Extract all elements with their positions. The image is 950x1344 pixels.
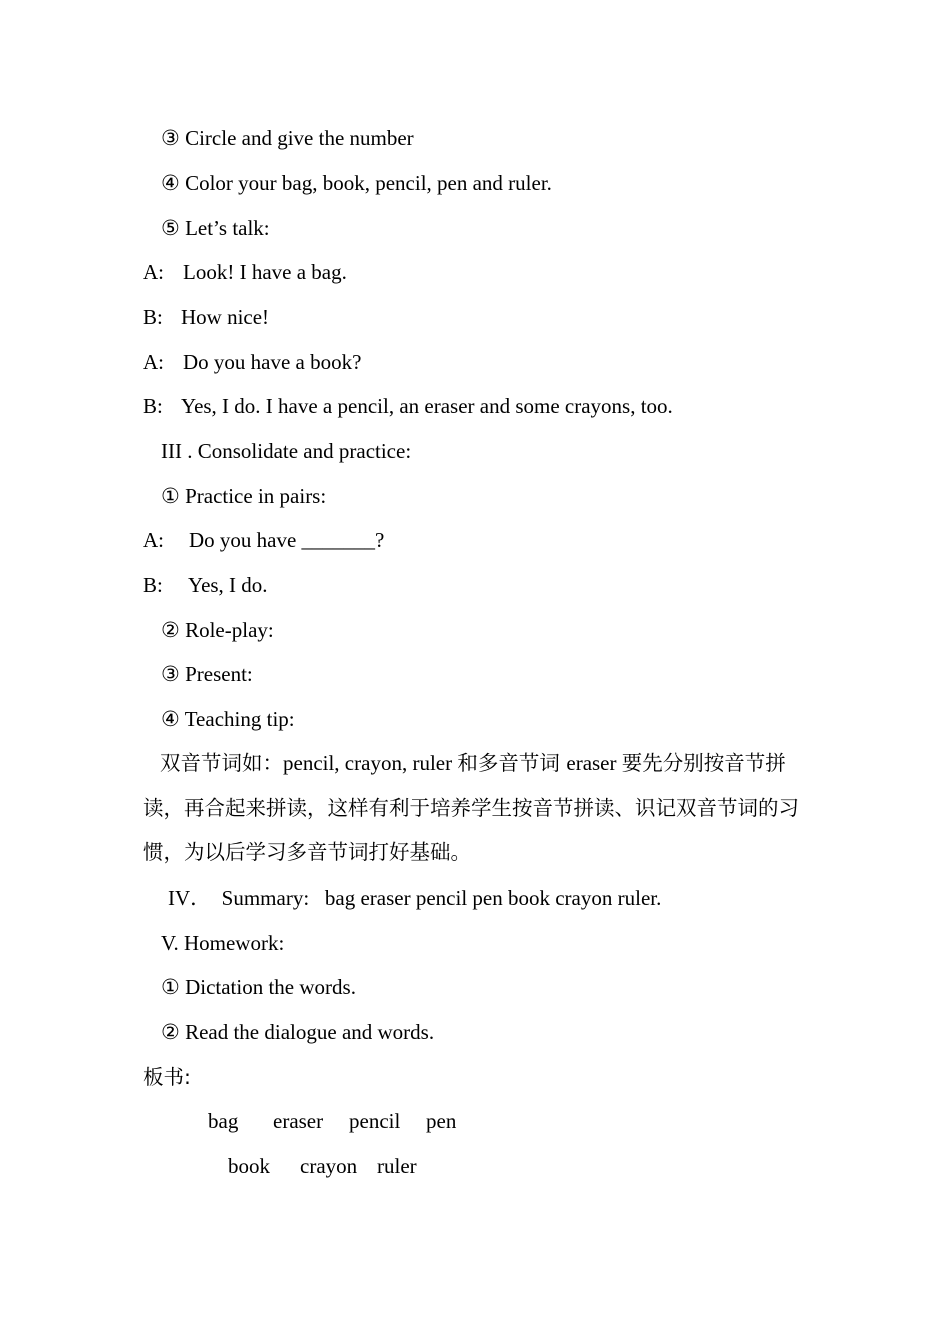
board-word: ruler bbox=[377, 1154, 417, 1178]
dialogue-line: How nice! bbox=[181, 305, 270, 329]
tip-cjk-1: 双音节词如： bbox=[160, 751, 283, 775]
tip-en-2: eraser bbox=[566, 751, 622, 775]
tip-cjk-3: 要先分别按音节拼读，再合起来拼读，这样有利于培养学生按音节拼读、识记双音节词的习惯，为以后学习多音节词打好基础。 bbox=[143, 751, 799, 865]
dialogue-line: Look! I have a bag. bbox=[183, 260, 347, 284]
board-word: book bbox=[228, 1154, 270, 1178]
pair-speaker: A: bbox=[143, 528, 164, 552]
dialogue-speaker: B: bbox=[143, 305, 163, 329]
homework-item: ② Read the dialogue and words. bbox=[161, 1020, 435, 1044]
board-word: eraser bbox=[273, 1109, 324, 1133]
pair-speaker: B: bbox=[143, 573, 163, 597]
role-play: ② Role-play: bbox=[161, 618, 274, 642]
section-consolidate-title: III . Consolidate and practice: bbox=[161, 439, 412, 463]
board-word: bag bbox=[208, 1109, 239, 1133]
dialogue-speaker: A: bbox=[143, 350, 164, 374]
step-circle-number: ③ Circle and give the number bbox=[161, 126, 414, 150]
pair-line: Yes, I do. bbox=[188, 573, 268, 597]
summary: IV． Summary: bag eraser pencil pen book crayon ruler. bbox=[168, 886, 662, 910]
homework-title: V. Homework: bbox=[161, 931, 285, 955]
teaching-tip-heading: ④ Teaching tip: bbox=[161, 707, 295, 731]
board-word: pen bbox=[426, 1109, 457, 1133]
tip-en-1: pencil, crayon, ruler bbox=[283, 751, 458, 775]
dialogue-speaker: A: bbox=[143, 260, 164, 284]
board-label: 板书: bbox=[143, 1065, 191, 1089]
practice-pairs: ① Practice in pairs: bbox=[161, 484, 327, 508]
tip-cjk-2: 和多音节词 bbox=[457, 751, 567, 775]
pair-line: Do you have _______? bbox=[189, 528, 385, 552]
homework-item: ① Dictation the words. bbox=[161, 975, 356, 999]
board-word: pencil bbox=[349, 1109, 401, 1133]
dialogue-speaker: B: bbox=[143, 394, 163, 418]
dialogue-line: Yes, I do. I have a pencil, an eraser and some crayons, too. bbox=[181, 394, 673, 418]
teaching-tip-paragraph bbox=[143, 741, 823, 875]
dialogue-line: Do you have a book? bbox=[183, 350, 362, 374]
present: ③ Present: bbox=[161, 662, 253, 686]
step-lets-talk: ⑤ Let’s talk: bbox=[161, 216, 270, 240]
board-word: crayon bbox=[300, 1154, 358, 1178]
step-color-items: ④ Color your bag, book, pencil, pen and ruler. bbox=[161, 171, 552, 195]
